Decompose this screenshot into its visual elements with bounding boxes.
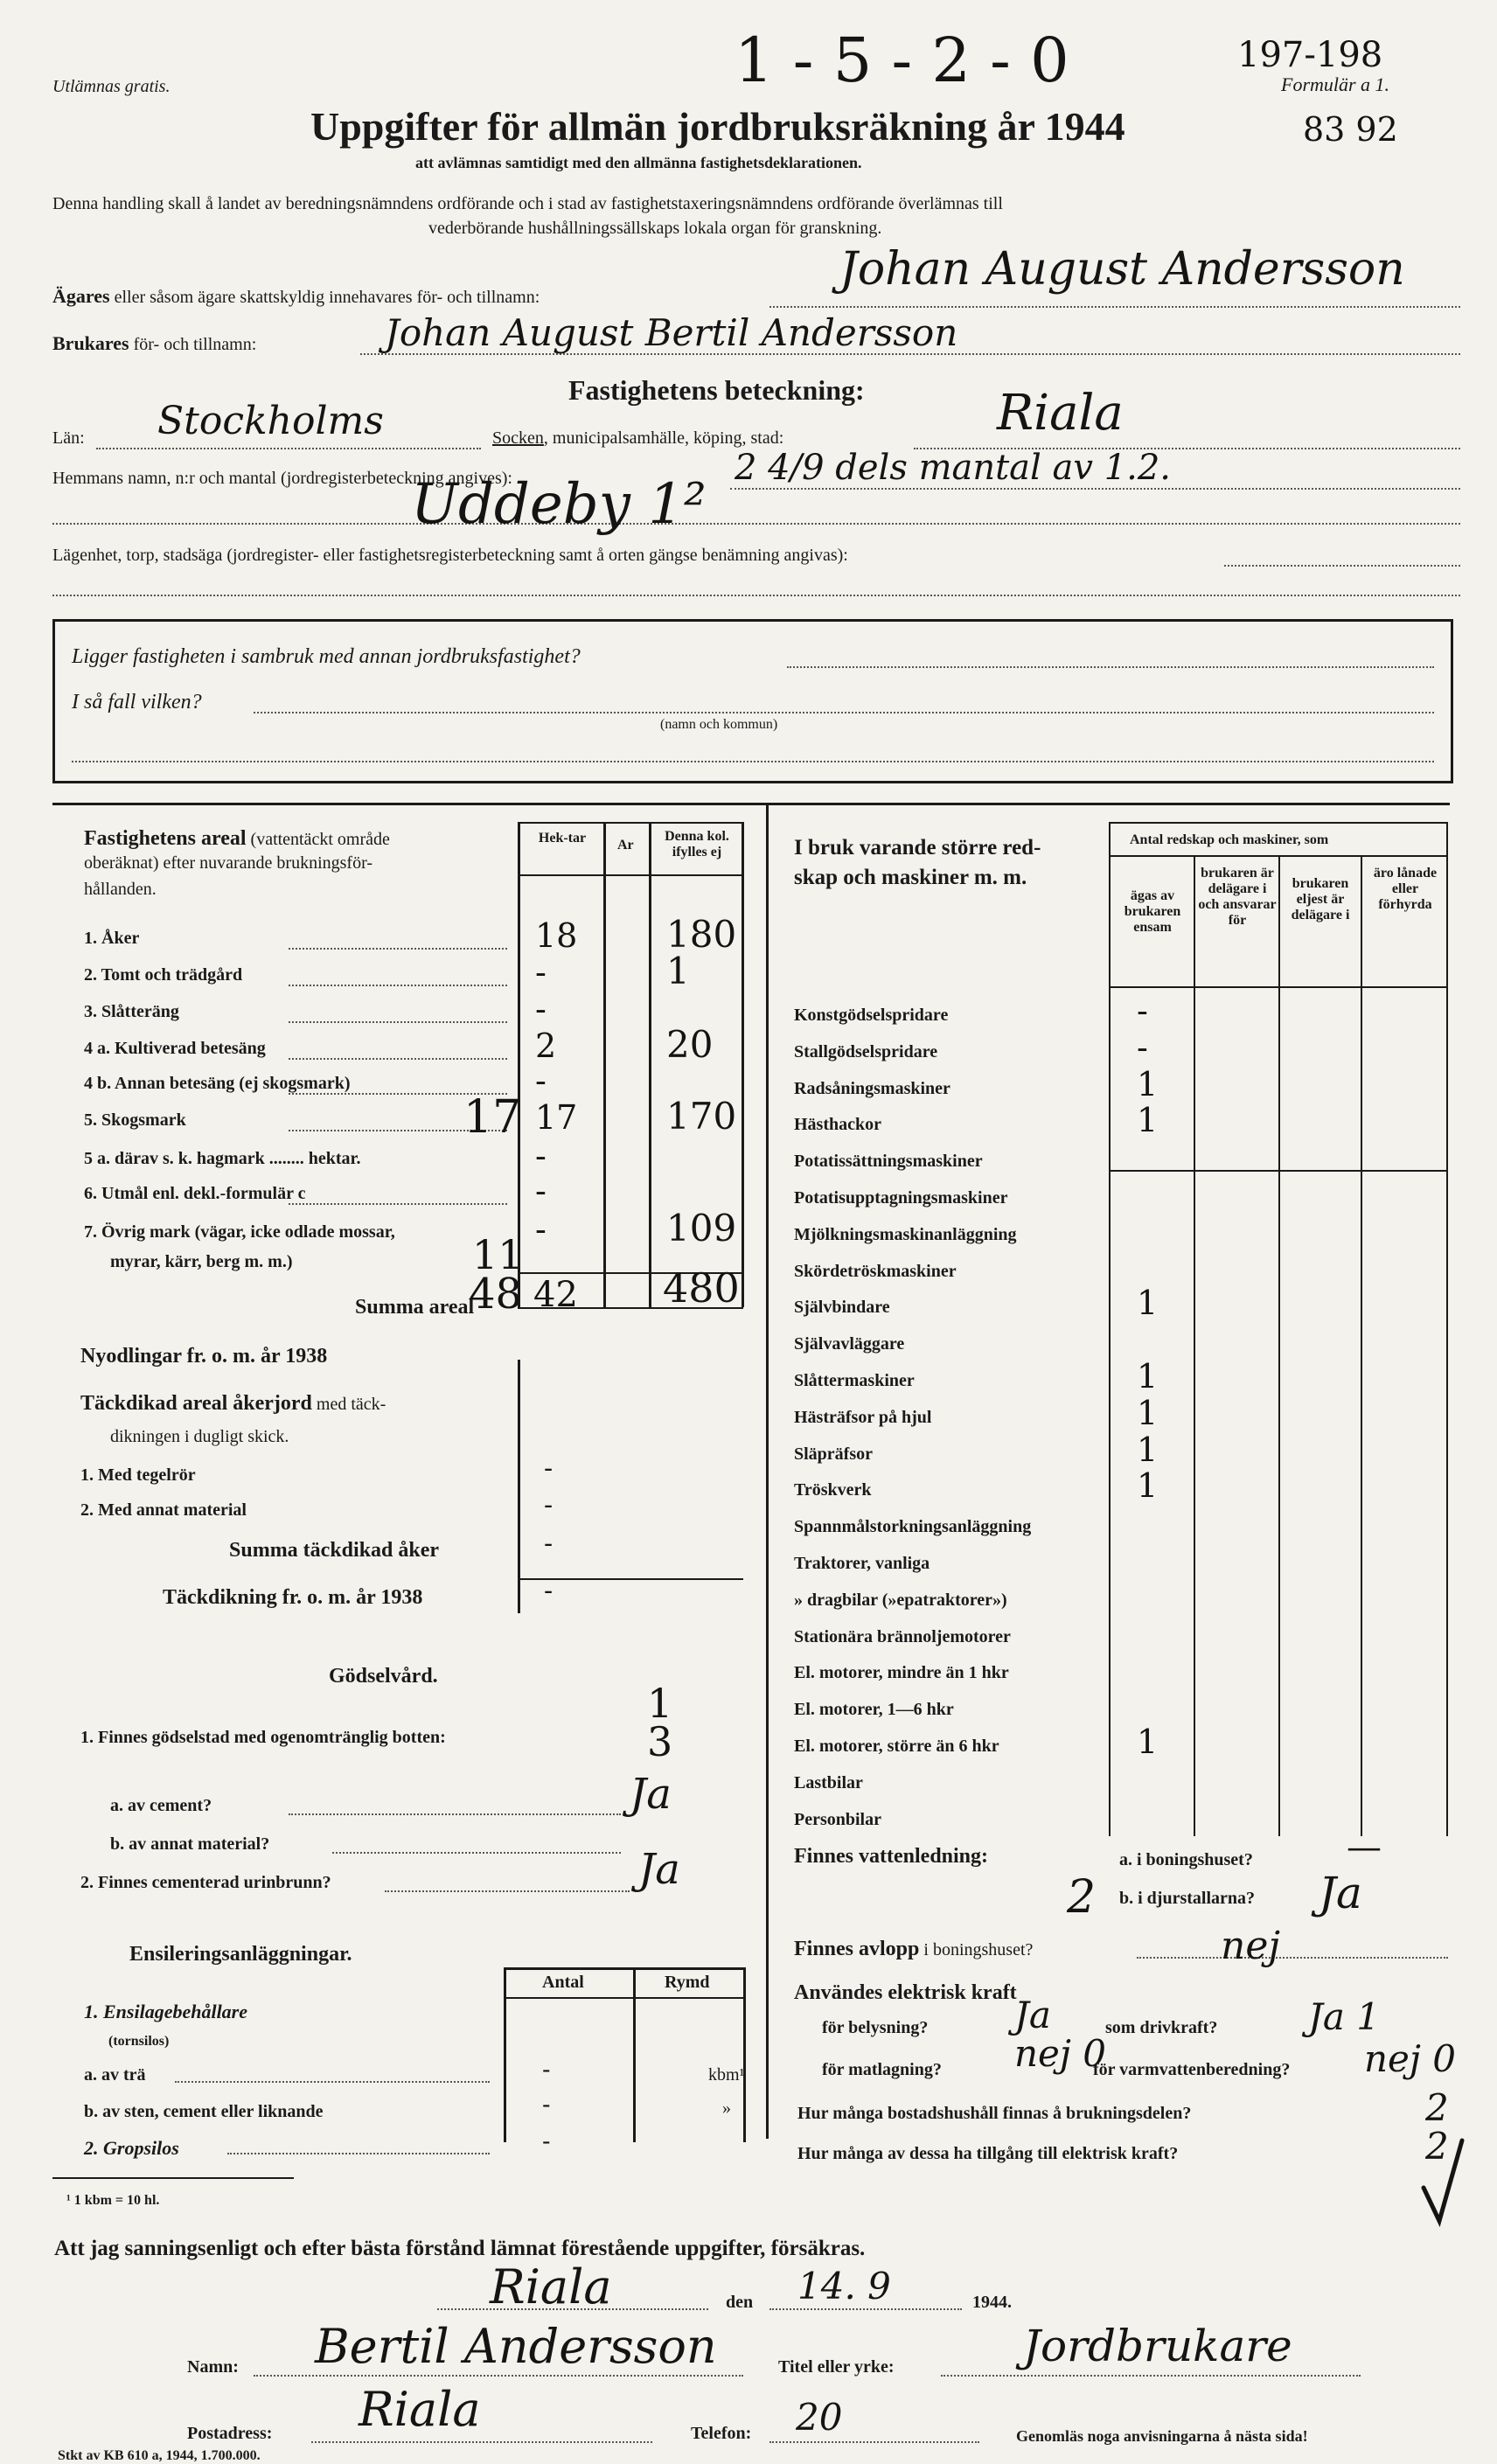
machines-heading-1: I bruk varande större red-	[794, 836, 1041, 860]
el-r1b: som drivkraft?	[1105, 2018, 1218, 2037]
area-row-label: 1. Åker	[84, 929, 140, 948]
vatten-b: b. i djurstallarna?	[1119, 1889, 1256, 1908]
machine-row-label: Lastbilar	[794, 1772, 863, 1792]
machine-row-value: 1	[1137, 1466, 1159, 1506]
ens-r2: 2. Gropsilos	[84, 2137, 179, 2159]
col-rule-4	[742, 822, 744, 1307]
titel-line	[941, 2375, 1361, 2377]
tack-val-tack: -	[544, 1576, 554, 1606]
col-hektar: Hek-tar	[538, 831, 587, 846]
hemmans-value: 2 4/9 dels mantal av 1.2.	[735, 448, 1172, 488]
genomlas-note: Genomläs noga anvisningarna å nästa sida!	[1016, 2427, 1308, 2445]
margin-17: 17	[463, 1091, 522, 1144]
mach-col2-head: brukaren är delägare i och ansvarar för	[1198, 866, 1277, 928]
ens-col-1	[504, 1967, 506, 2142]
mach-col1-head: ägas av brukaren ensam	[1124, 888, 1181, 935]
ens-rb-val: -	[542, 2090, 551, 2119]
den-label: den	[726, 2293, 754, 2312]
ens-header-rule	[504, 1997, 745, 1999]
area-row-denna: 20	[666, 1023, 714, 1066]
area-row-hektar: 17	[535, 1098, 578, 1137]
agares-label: Ägares eller såsom ägare skattskyldig innehavares för- och tillnamn:	[52, 285, 540, 307]
el-r2-val: nej 0	[1014, 2032, 1106, 2075]
machine-row-value: 1	[1137, 1064, 1159, 1103]
ens-rb: b. av sten, cement eller liknande	[84, 2102, 324, 2121]
sign-date: 14. 9	[797, 2265, 891, 2307]
ens-r1: 1. Ensilagebehållare	[84, 2001, 248, 2022]
machine-row-label: Hästhackor	[794, 1115, 881, 1135]
machine-row-label: Hästräfsor på hjul	[794, 1407, 932, 1427]
area-row-hektar: -	[535, 1061, 547, 1100]
area-row-dots	[289, 1058, 507, 1060]
namn-label: Namn:	[187, 2357, 239, 2377]
godsel-qa-line	[289, 1813, 621, 1815]
vatten-heading: Finnes vattenledning:	[794, 1845, 989, 1868]
area-row-denna: 170	[666, 1095, 737, 1138]
hemmans-label: Hemmans namn, n:r och mantal (jordregisterbeteckning angives):	[52, 469, 512, 488]
gratis-note: Utlämnas gratis.	[52, 77, 171, 96]
titel-label: Titel eller yrke:	[778, 2357, 895, 2377]
godsel-qa-value: Ja	[630, 1770, 672, 1819]
hemmans-line-2	[52, 523, 1460, 525]
machine-row-label: Slåttermaskiner	[794, 1371, 915, 1390]
hemmans-line	[730, 488, 1460, 490]
machine-row-label: » dragbilar (»epatraktorer»)	[794, 1590, 1007, 1610]
postadress-value: Riala	[359, 2382, 481, 2437]
area-row-label: 3. Slåtteräng	[84, 1002, 179, 1021]
area-row-dots	[289, 948, 507, 950]
area-row-label: 7. Övrig mark (vägar, icke odlade mossar,	[84, 1222, 395, 1242]
ens-r2-val: -	[542, 2126, 551, 2155]
ens-ra-unit: kbm¹	[708, 2065, 745, 2085]
margin-11: 11	[472, 1231, 524, 1278]
area-row-hektar: -	[535, 1210, 547, 1249]
godsel-q1: 1. Finnes gödselstad med ogenomtränglig botten:	[80, 1728, 446, 1747]
area-row-dots	[289, 1021, 507, 1023]
machine-row-label: Potatissättningsmaskiner	[794, 1152, 983, 1172]
telefon-line	[769, 2441, 979, 2443]
tackdikad-heading-2: dikningen i dugligt skick.	[110, 1427, 289, 1446]
godsel-q2-line	[385, 1890, 630, 1892]
machine-row-label: Stationära brännoljemotorer	[794, 1626, 1011, 1646]
area-row-hektar: 18	[535, 916, 578, 955]
col-rule-2	[603, 822, 606, 1307]
lan-label: Län:	[52, 428, 85, 448]
sign-year: 1944.	[972, 2293, 1012, 2312]
area-row-label: 5 a. därav s. k. hagmark ........ hektar.	[84, 1149, 361, 1168]
area-row-hektar: -	[535, 990, 547, 1028]
area-row-hektar: 2	[535, 1027, 557, 1065]
el-r2b: för varmvattenberedning?	[1093, 2060, 1291, 2079]
godsel-qb-line	[332, 1852, 621, 1854]
machine-row-label: Mjölkningsmaskinanläggning	[794, 1224, 1017, 1244]
socken-value: Riala	[997, 385, 1124, 442]
tack-val-summa: -	[544, 1528, 554, 1559]
instruction-line-2: vederbörande hushållningssällskaps lokala organ för granskning.	[428, 219, 882, 238]
col-ar: Ar	[617, 838, 634, 853]
machine-row-value: -	[1137, 992, 1148, 1030]
ens-col-3	[743, 1967, 746, 2142]
tackdikning-label: Täckdikning fr. o. m. år 1938	[163, 1586, 423, 1609]
socken-label: Socken, municipalsamhälle, köping, stad:	[492, 428, 784, 448]
mach-top-rule	[1109, 822, 1448, 824]
ensilering-heading: Ensileringsanläggningar.	[129, 1943, 352, 1966]
hushall-1-val: 2	[1425, 2086, 1449, 2129]
godsel-heading: Gödselvård.	[329, 1665, 438, 1688]
mach-col-5	[1446, 822, 1448, 1836]
col-header-bottom	[518, 874, 743, 876]
ens-ra: a. av trä	[84, 2065, 146, 2085]
sambruk-line-3	[72, 761, 1434, 762]
el-r1b-val: Ja 1	[1308, 1995, 1380, 2038]
machine-row-label: El. motorer, större än 6 hkr	[794, 1737, 999, 1756]
area-row-label: 2. Tomt och trädgård	[84, 965, 243, 985]
vatten-a: a. i boningshuset?	[1119, 1850, 1253, 1869]
mach-col-2	[1194, 855, 1195, 1836]
godsel-q2-value: Ja	[638, 1845, 680, 1894]
area-row-dots	[289, 985, 507, 986]
machine-row-value: 1	[1137, 1393, 1159, 1432]
mach-col3-head: brukaren eljest är delägare i	[1291, 876, 1350, 922]
machine-row-value: 1	[1137, 1284, 1159, 1323]
tack-col-rule	[518, 1360, 520, 1613]
mach-col-header: Antal redskap och maskiner, som	[1130, 832, 1329, 847]
tack-val-1: -	[544, 1453, 554, 1484]
telefon-value: 20	[796, 2396, 843, 2439]
handwritten-top-right-2: 83 92	[1303, 110, 1398, 149]
tackdikad-heading: Täckdikad areal åkerjord med täck-	[80, 1392, 386, 1415]
godsel-qa: a. av cement?	[110, 1796, 212, 1815]
sambruk-line-1	[787, 666, 1434, 668]
property-heading: Fastighetens beteckning:	[568, 374, 865, 406]
area-row-denna: 180	[666, 913, 737, 956]
col-header-top	[518, 822, 743, 824]
lagenhet-line-2	[52, 595, 1460, 596]
tackdikad-row-2: 2. Med annat material	[80, 1500, 247, 1520]
namn-line	[254, 2375, 743, 2377]
ens-col-antal: Antal	[542, 1973, 584, 1992]
ens-col-rymd: Rymd	[665, 1973, 710, 1992]
sambruk-note: (namn och kommun)	[660, 717, 778, 732]
lagenhet-label: Lägenhet, torp, stadsäga (jordregister- eller fastighetsregisterbeteckning samt å orten gängse benämning angivas):	[52, 546, 848, 565]
formular-label: Formulär a 1.	[1281, 73, 1390, 95]
place-line	[437, 2308, 708, 2310]
mach-col-3	[1278, 855, 1280, 1836]
tackdikad-summa: Summa täckdikad åker	[229, 1539, 440, 1562]
vatten-b-num: 2	[1067, 1871, 1097, 1924]
margin-48: 48	[469, 1270, 523, 1319]
godsel-q1-value: 1 3	[647, 1680, 673, 1765]
godsel-q2: 2. Finnes cementerad urinbrunn?	[80, 1873, 331, 1892]
brukares-value: Johan August Bertil Andersson	[385, 311, 958, 354]
col-rule-3	[649, 822, 651, 1307]
tackdikad-row-1: 1. Med tegelrör	[80, 1465, 196, 1485]
area-row-hektar: -	[535, 1137, 547, 1175]
machine-row-label: Stallgödselspridare	[794, 1041, 938, 1061]
area-heading: Fastighetens areal (vattentäckt område	[84, 827, 390, 850]
forsakran: Att jag sanningsenligt och efter bästa förstånd lämnat förestående uppgifter, försäkras.	[54, 2237, 866, 2260]
machine-row-value: 1	[1137, 1357, 1159, 1396]
machine-row-label: Potatisupptagningsmaskiner	[794, 1188, 1008, 1208]
sambruk-line-2	[254, 712, 1434, 713]
area-heading-3: hållanden.	[84, 880, 157, 899]
handwritten-top-right-1: 197-198	[1237, 35, 1383, 75]
hemmans-value-2: Uddeby 1²	[411, 472, 707, 537]
el-heading: Användes elektrisk kraft	[794, 1981, 1017, 2004]
machine-row-label: Släpräfsor	[794, 1444, 873, 1464]
machines-heading-2: skap och maskiner m. m.	[794, 866, 1027, 889]
godsel-qb: b. av annat material?	[110, 1834, 270, 1854]
sambruk-which: I så fall vilken?	[72, 691, 202, 713]
el-r2: för matlagning?	[822, 2060, 942, 2079]
mach-group-rule	[1109, 1170, 1448, 1172]
titel-value: Jordbrukare	[1023, 2321, 1292, 2371]
summa-hektar: 42	[533, 1275, 578, 1315]
telefon-label: Telefon:	[691, 2424, 752, 2443]
ens-rb-unit: »	[722, 2099, 731, 2118]
area-row-denna: 1	[666, 950, 690, 992]
handwritten-number: 1 - 5 - 2 - 0	[735, 24, 1069, 96]
namn-value: Bertil Andersson	[315, 2319, 717, 2374]
hushall-2-val: 2	[1425, 2125, 1449, 2168]
agares-line	[769, 306, 1460, 308]
machine-row-value: 1	[1137, 1723, 1159, 1761]
machine-row-label: Självbindare	[794, 1298, 890, 1318]
area-row-label: 5. Skogsmark	[84, 1110, 186, 1130]
machine-row-label: Traktorer, vanliga	[794, 1554, 930, 1573]
instruction-line-1: Denna handling skall å landet av beredningsnämndens ordförande och i stad av fastighetstaxeringsnämndens ordförande överlämnas till	[52, 194, 1003, 213]
date-line	[769, 2308, 962, 2310]
brukares-label: Brukares för- och tillnamn:	[52, 332, 257, 354]
area-row-label: 6. Utmål enl. dekl.-formulär c	[84, 1184, 306, 1203]
footnote-rule	[52, 2177, 294, 2179]
machine-row-value: 1	[1137, 1101, 1159, 1140]
lan-line	[96, 448, 481, 449]
avlopp-line	[1137, 1957, 1448, 1959]
el-r1: för belysning?	[822, 2018, 929, 2037]
vatten-b-val: Ja	[1319, 1868, 1362, 1918]
mach-col-1	[1109, 822, 1111, 1836]
area-row-label: 4 a. Kultiverad betesäng	[84, 1039, 266, 1058]
hushall-2: Hur många av dessa ha tillgång till elektrisk kraft?	[797, 2144, 1179, 2163]
sambruk-question: Ligger fastigheten i sambruk med annan jordbruksfastighet?	[72, 645, 581, 668]
ens-r2-line	[227, 2153, 490, 2154]
machine-row-label: Skördetröskmaskiner	[794, 1261, 957, 1281]
machine-row-label: Personbilar	[794, 1809, 881, 1829]
lagenhet-line	[1224, 565, 1460, 567]
check-mark-icon	[1417, 2133, 1469, 2230]
machine-row-label: Självavläggare	[794, 1334, 905, 1354]
area-row-denna: 109	[666, 1207, 737, 1249]
hushall-1: Hur många bostadshushåll finnas å brukningsdelen?	[797, 2104, 1192, 2123]
vatten-a-val: —	[1347, 1827, 1382, 1868]
area-heading-2: oberäknat) efter nuvarande brukningsför-	[84, 853, 373, 873]
table-top-rule	[52, 803, 1450, 805]
avlopp-val: nej	[1221, 1924, 1281, 1968]
page-title: Uppgifter för allmän jordbruksräkning år 1944	[310, 104, 1125, 149]
footnote: ¹ 1 kbm = 10 hl.	[66, 2193, 160, 2208]
page-subtitle: att avlämnas samtidigt med den allmänna fastighetsdeklarationen.	[415, 154, 862, 171]
area-row-hektar: -	[535, 1172, 547, 1210]
machine-row-value: -	[1137, 1027, 1148, 1067]
lan-value: Stockholms	[157, 399, 384, 443]
ens-col-2	[633, 1967, 636, 2142]
el-r1-val: Ja	[1014, 1994, 1051, 2036]
machine-row-label: Tröskverk	[794, 1480, 872, 1500]
center-divider	[766, 803, 769, 2139]
ens-ra-val: -	[542, 2055, 551, 2084]
agares-value: Johan August Andersson	[839, 243, 1405, 296]
ens-r1-sub: (tornsilos)	[108, 2034, 170, 2049]
sign-place: Riala	[490, 2259, 612, 2314]
machine-row-label: Radsåningsmaskiner	[794, 1078, 950, 1098]
tack-val-2: -	[544, 1490, 554, 1521]
machine-row-value: 1	[1137, 1430, 1159, 1469]
mach-col-4	[1361, 855, 1362, 1836]
machine-row-label: El. motorer, mindre än 1 hkr	[794, 1663, 1009, 1683]
machine-row-label: El. motorer, 1—6 hkr	[794, 1700, 954, 1720]
summa-denna: 480	[663, 1264, 740, 1312]
summa-areal-label: Summa areal	[355, 1296, 475, 1319]
nyodlingar-label: Nyodlingar fr. o. m. år 1938	[80, 1345, 328, 1368]
ens-top-rule	[504, 1967, 745, 1970]
mach-col4-head: äro lånade eller förhyrda	[1373, 866, 1438, 912]
postadress-line	[311, 2441, 652, 2443]
col-denna: Denna kol. ifylles ej	[665, 829, 729, 860]
machine-row-label: Spannmålstorkningsanläggning	[794, 1517, 1032, 1537]
area-row-dots	[289, 1203, 507, 1205]
ens-ra-line	[175, 2081, 490, 2083]
el-r2b-val: nej 0	[1364, 2037, 1456, 2080]
postadress-label: Postadress:	[187, 2424, 273, 2443]
avlopp-label: Finnes avlopp i boningshuset?	[794, 1938, 1034, 1960]
sambruk-box	[52, 619, 1453, 783]
area-row-label: 4 b. Annan betesäng (ej skogsmark)	[84, 1074, 351, 1093]
area-row-hektar: -	[535, 953, 547, 992]
machine-row-label: Konstgödselspridare	[794, 1006, 949, 1025]
print-info: Stkt av KB 610 a, 1944, 1.700.000.	[58, 2448, 261, 2463]
area-row-label-2: myrar, kärr, berg m. m.)	[110, 1252, 293, 1271]
